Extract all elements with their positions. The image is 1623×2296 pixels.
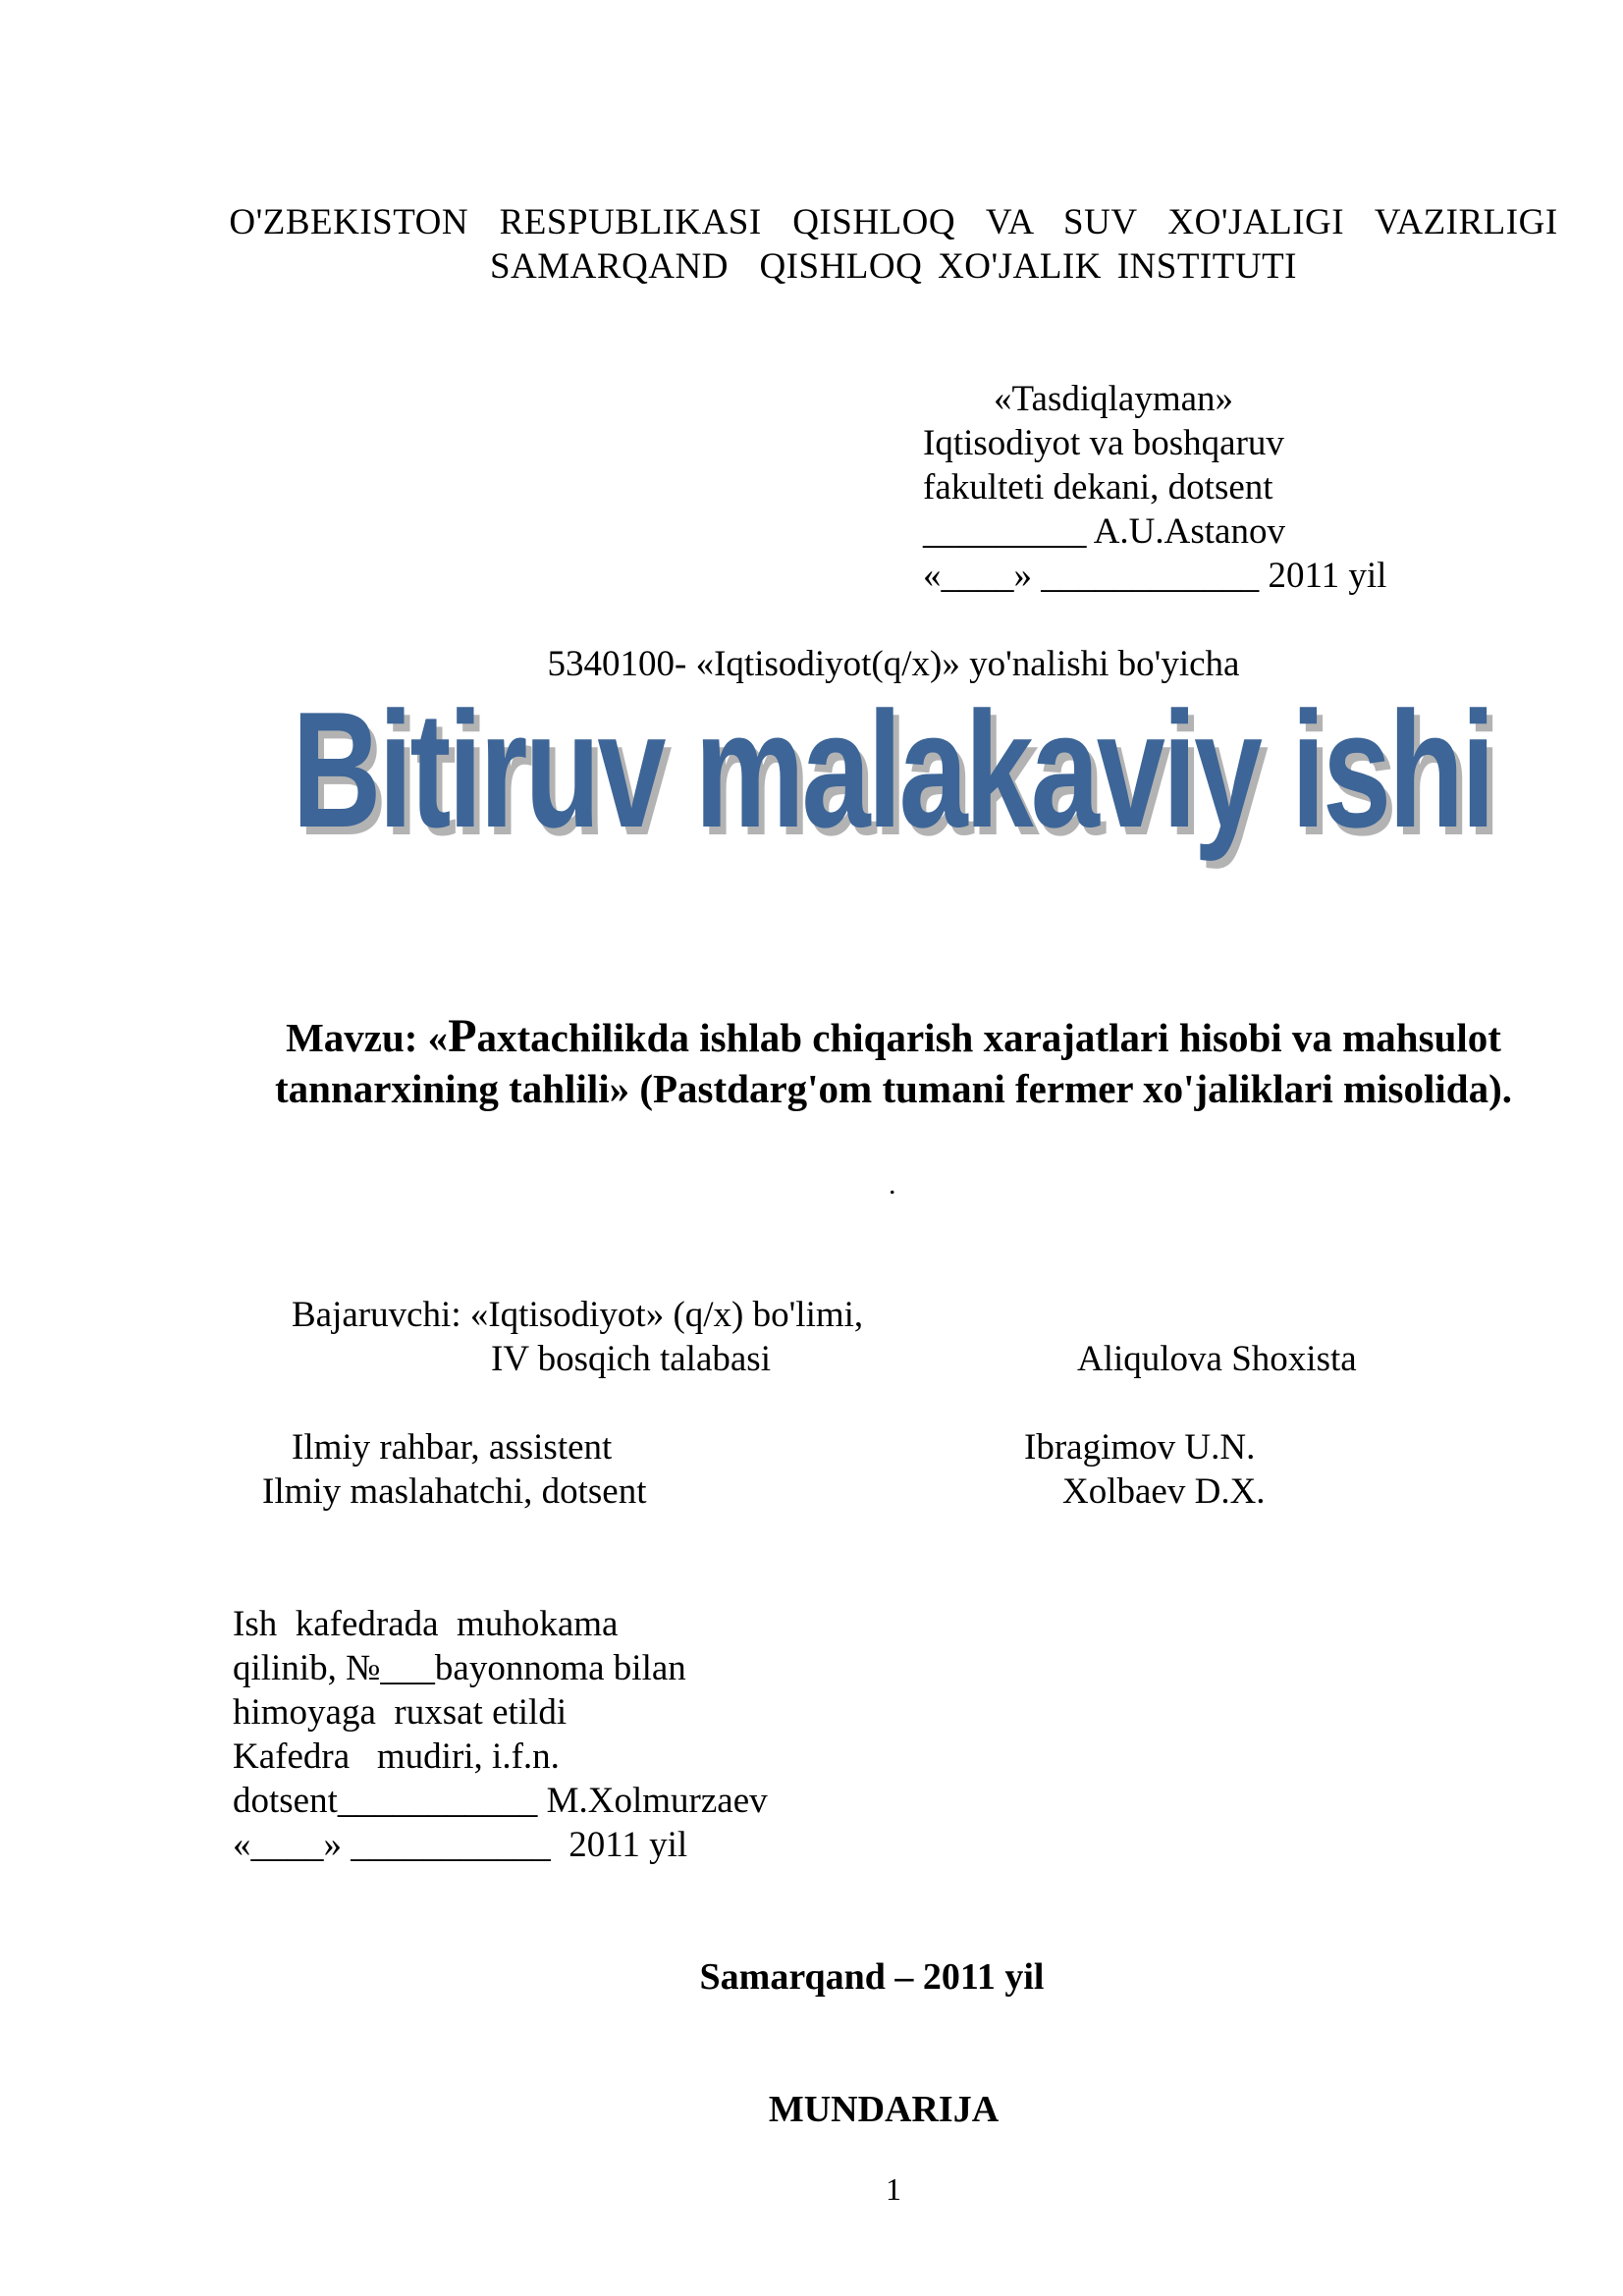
study-direction: 5340100- «Iqtisodiyot(q/x)» yo'nalishi bo'yicha bbox=[547, 644, 1240, 684]
performer-stage: IV bosqich talabasi bbox=[491, 1339, 771, 1379]
topic-dot: . bbox=[889, 1168, 896, 1201]
consultant-name: Xolbaev D.X. bbox=[1062, 1471, 1266, 1512]
page-number: 1 bbox=[886, 2171, 901, 2207]
document-title: Bitiruv malakaviy ishi bbox=[292, 677, 1493, 862]
performer-name: Aliqulova Shoxista bbox=[1077, 1339, 1357, 1379]
contents-heading: MUNDARIJA bbox=[768, 2089, 1000, 2130]
topic-prefix: Mavzu: « bbox=[286, 1015, 449, 1060]
approval-date: «____» ____________ 2011 yil bbox=[923, 556, 1387, 596]
city-year: Samarqand – 2011 yil bbox=[699, 1956, 1045, 1998]
approval-title: «Tasdiqlayman» bbox=[994, 379, 1234, 419]
approval-signature: _________ A.U.Astanov bbox=[923, 511, 1285, 552]
department-line-5: dotsent___________ M.Xolmurzaev bbox=[233, 1781, 768, 1821]
consultant-role: Ilmiy maslahatchi, dotsent bbox=[262, 1471, 647, 1512]
topic-text: axtachilikda ishlab chiqarish xarajatlari hisobi va mahsulot tannarxining tahlili» (Pastdarg'om tumani fermer xo'jaliklari misolida). bbox=[275, 1015, 1512, 1111]
institute-title: SAMARQAND QISHLOQ XO'JALIK INSTITUTI bbox=[489, 246, 1297, 287]
supervisor-role: Ilmiy rahbar, assistent bbox=[292, 1427, 613, 1468]
performer-label: Bajaruvchi: «Iqtisodiyot» (q/x) bo'limi, bbox=[292, 1295, 864, 1335]
department-line-2: qilinib, №___bayonnoma bilan bbox=[233, 1648, 686, 1688]
department-line-6: «____» ___________ 2011 yil bbox=[233, 1825, 688, 1865]
department-line-3: himoyaga ruxsat etildi bbox=[233, 1692, 568, 1733]
supervisor-name: Ibragimov U.N. bbox=[1024, 1427, 1256, 1468]
department-line-1: Ish kafedrada muhokama bbox=[233, 1604, 619, 1644]
topic-first-letter: P bbox=[448, 1010, 477, 1062]
approval-line-2: fakulteti dekani, dotsent bbox=[923, 467, 1273, 507]
topic-block bbox=[275, 1011, 1512, 1114]
department-line-4: Kafedra mudiri, i.f.n. bbox=[233, 1736, 560, 1777]
ministry-title: O'ZBEKISTON RESPUBLIKASI QISHLOQ VA SUV XO'JALIGI VAZIRLIGI bbox=[229, 202, 1558, 242]
approval-line-1: Iqtisodiyot va boshqaruv bbox=[923, 423, 1284, 463]
